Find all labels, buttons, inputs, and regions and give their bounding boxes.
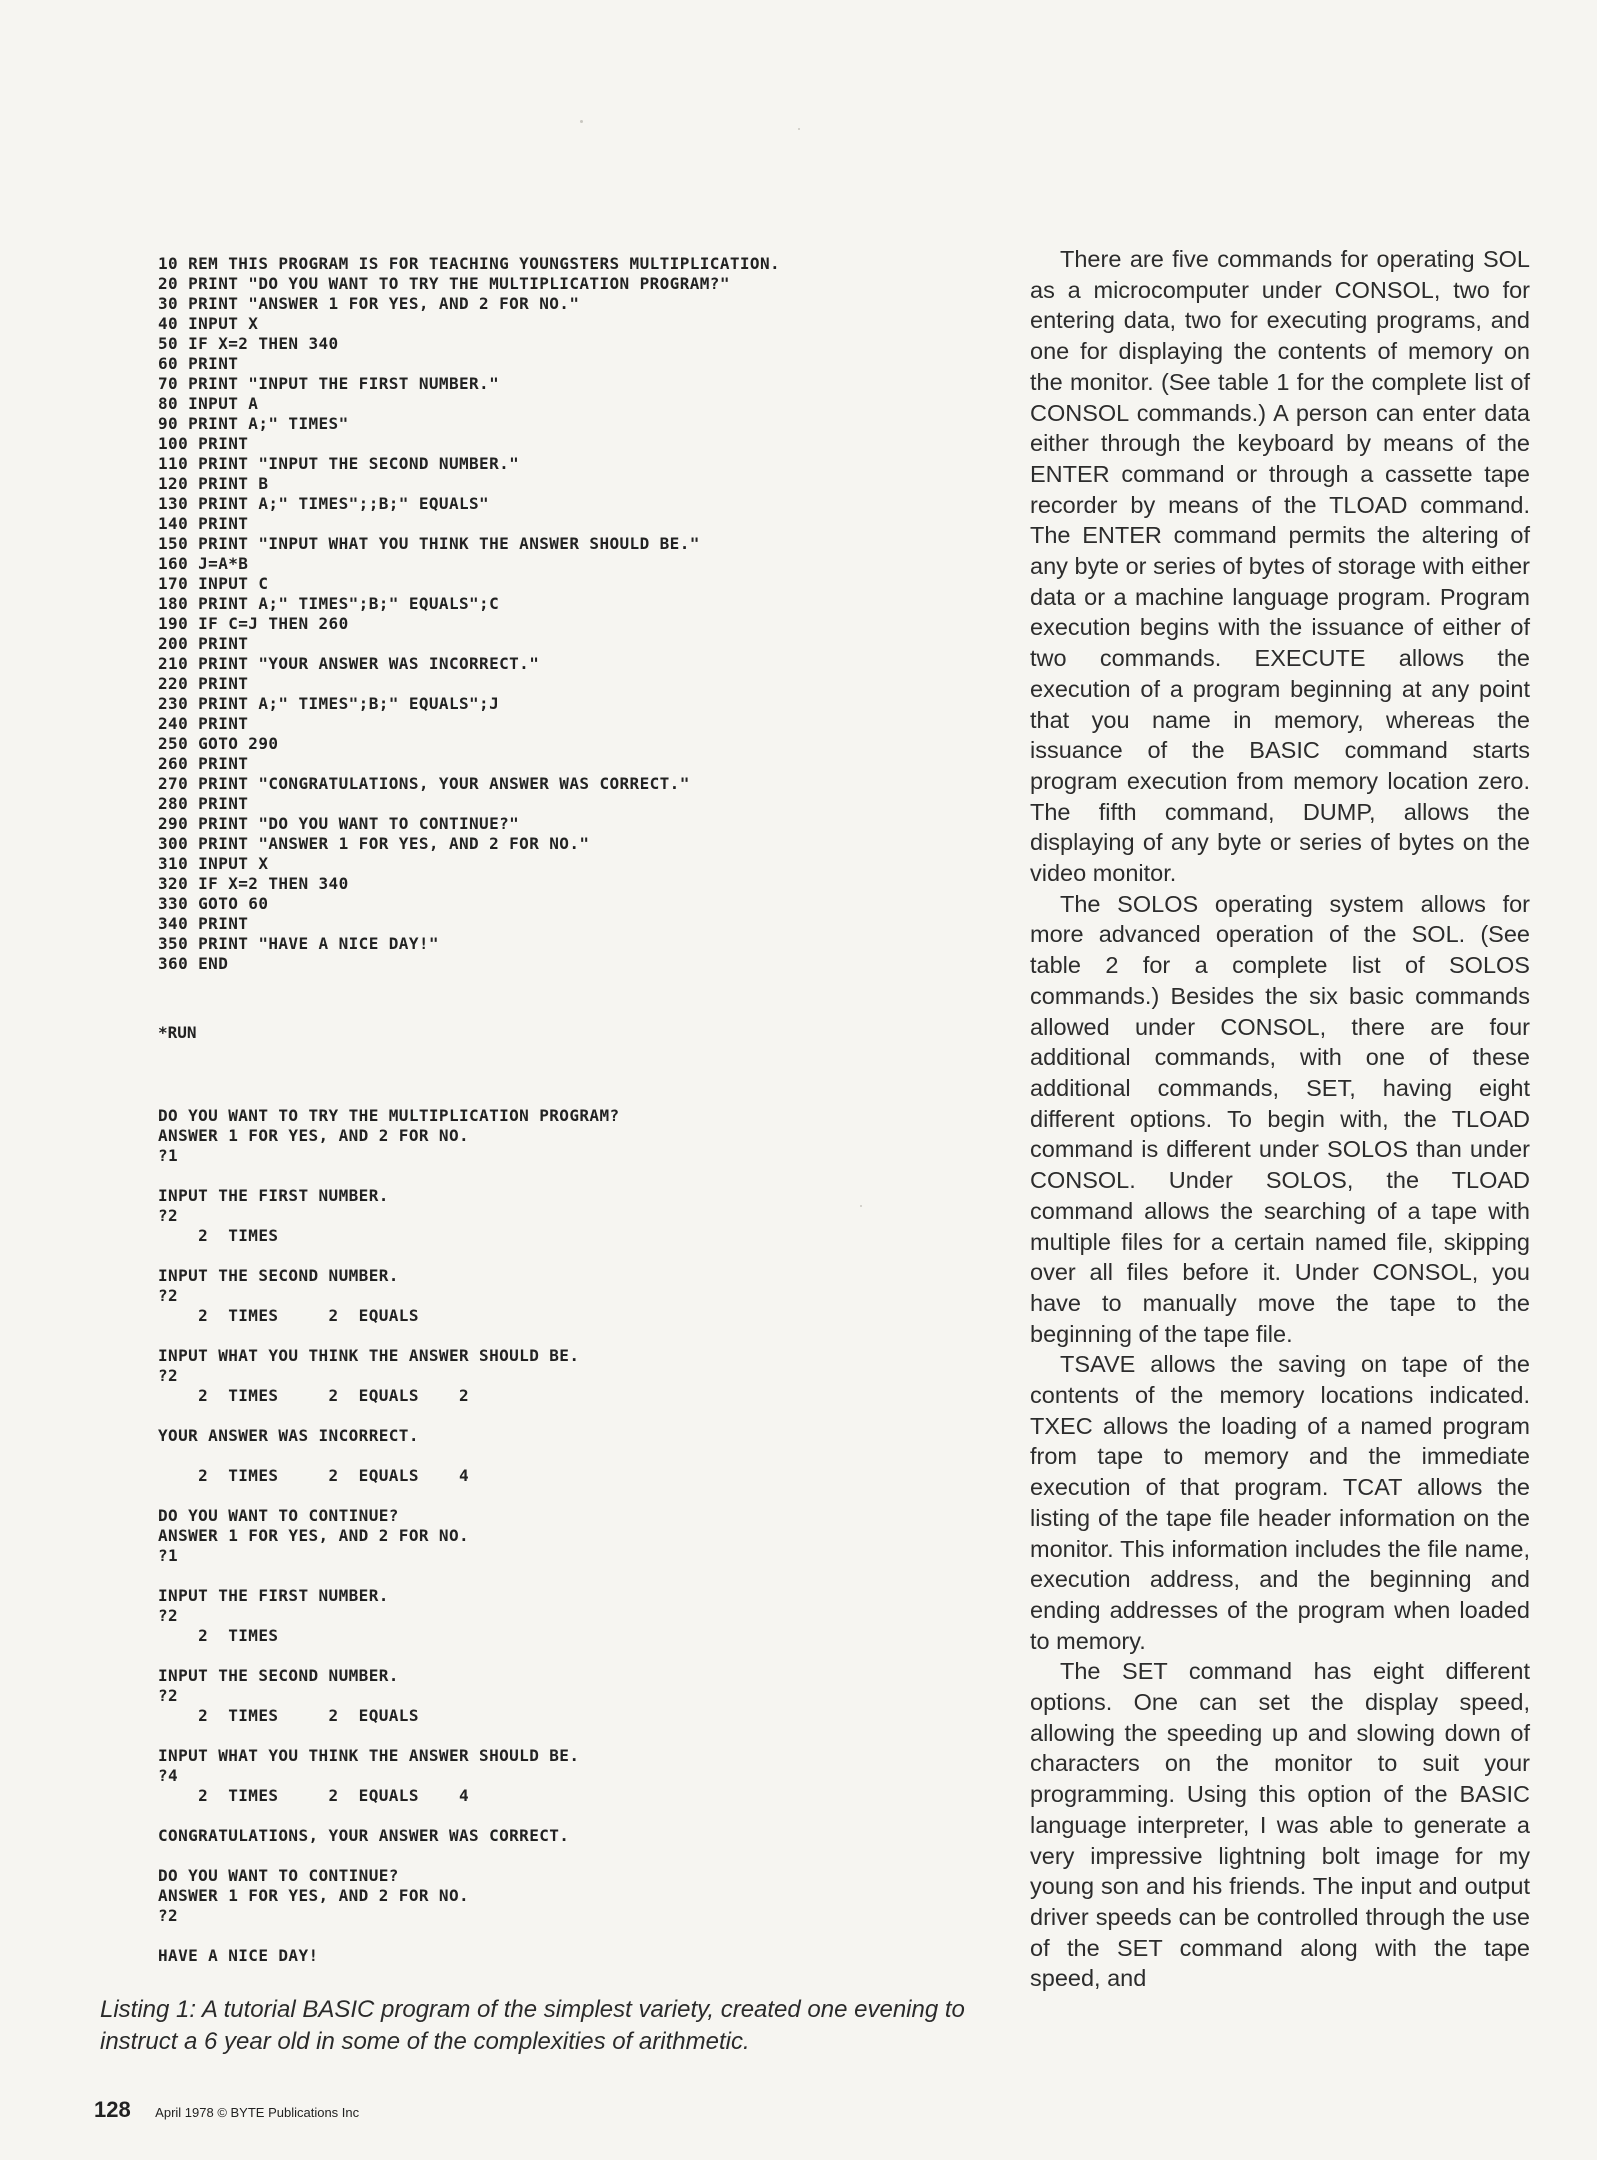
body-paragraph: There are five commands for operating SOL as a microcomputer under CONSOL, two for entering data, two for executing programs, and one for displaying the contents of memory on the monitor. (See table 1 for the complete list of CONSOL commands.) A person can enter data either through the keyboard by means of the ENTER command or through a cassette tape recorder by means of the TLOAD command. The ENTER command permits the altering of any byte or series of bytes of storage with either data or a machine language program. Program execution begins with the issuance of either of two commands. EXECUTE allows the execution of a program beginning at any point that you name in memory, whereas the issuance of the BASIC command starts program execution from memory location zero. The fifth command, DUMP, allows the displaying of any byte or series of bytes on the video monitor. — [1030, 246, 1530, 887]
body-paragraph: The SET command has eight different options. One can set the display speed, allowing the speeding up and slowing down of characters on the monitor to suit your programming. Using this option of the BASIC language interpreter, I was able to generate a very impressive lightning bolt image for my young son and his friends. The input and output driver speeds can be controlled through the use of the SET command along with the tape speed, and — [1030, 1658, 1530, 1992]
code-line: INPUT WHAT YOU THINK THE ANSWER SHOULD BE. — [158, 1746, 580, 1765]
code-line: INPUT WHAT YOU THINK THE ANSWER SHOULD BE. — [158, 1346, 580, 1365]
code-line: 140 PRINT — [158, 514, 249, 533]
code-line: 360 END — [158, 954, 229, 973]
code-line: 50 IF X=2 THEN 340 — [158, 334, 339, 353]
code-line: 2 TIMES — [158, 1226, 279, 1245]
code-line: ANSWER 1 FOR YES, AND 2 FOR NO. — [158, 1126, 470, 1145]
code-line: ?2 — [158, 1686, 179, 1705]
code-line: 10 REM THIS PROGRAM IS FOR TEACHING YOUNGSTERS MULTIPLICATION. — [158, 254, 781, 273]
code-line: INPUT THE FIRST NUMBER. — [158, 1586, 389, 1605]
code-line — [158, 1166, 998, 1186]
code-line: 260 PRINT — [158, 754, 249, 773]
code-line — [158, 1726, 998, 1746]
code-line: 130 PRINT A;" TIMES";;B;" EQUALS" — [158, 494, 490, 513]
code-line: 2 TIMES — [158, 1626, 279, 1645]
program-output — [158, 1106, 998, 1966]
code-line: 160 J=A*B — [158, 554, 249, 573]
body-paragraph: The SOLOS operating system allows for more advanced operation of the SOL. (See table 2 for a complete list of SOLOS commands.) Besides the six basic commands allowed under CONSOL, there are four additional commands, with one of these additional commands, SET, having eight different options. To begin with, the TLOAD command is different under SOLOS than under CONSOL. Under SOLOS, the TLOAD command allows the searching of a tape with multiple files for a certain named file, skipping over all files before it. Under CONSOL, you have to manually move the tape to the beginning of the tape file. — [1030, 890, 1530, 1347]
code-line — [158, 1486, 998, 1506]
code-line: 270 PRINT "CONGRATULATIONS, YOUR ANSWER WAS CORRECT." — [158, 774, 690, 793]
code-line: ?2 — [158, 1286, 179, 1305]
code-line: ?2 — [158, 1906, 179, 1925]
code-line: 150 PRINT "INPUT WHAT YOU THINK THE ANSWER SHOULD BE." — [158, 534, 700, 553]
code-line — [158, 1926, 998, 1946]
code-line: DO YOU WANT TO CONTINUE? — [158, 1866, 399, 1885]
code-line: 250 GOTO 290 — [158, 734, 279, 753]
code-line: ?1 — [158, 1546, 179, 1565]
code-line: 320 IF X=2 THEN 340 — [158, 874, 349, 893]
code-line — [158, 1446, 998, 1466]
code-line: INPUT THE FIRST NUMBER. — [158, 1186, 389, 1205]
code-line: 230 PRINT A;" TIMES";B;" EQUALS";J — [158, 694, 500, 713]
code-line: CONGRATULATIONS, YOUR ANSWER WAS CORRECT. — [158, 1826, 570, 1845]
scan-speck — [580, 120, 583, 123]
code-line: 2 TIMES 2 EQUALS — [158, 1706, 419, 1725]
page-footer — [94, 2097, 359, 2123]
code-line: 60 PRINT — [158, 354, 239, 373]
code-line — [158, 1326, 998, 1346]
code-line: 20 PRINT "DO YOU WANT TO TRY THE MULTIPLICATION PROGRAM?" — [158, 274, 730, 293]
code-line — [158, 1646, 998, 1666]
code-line: 280 PRINT — [158, 794, 249, 813]
code-line: ANSWER 1 FOR YES, AND 2 FOR NO. — [158, 1886, 470, 1905]
code-line: ANSWER 1 FOR YES, AND 2 FOR NO. — [158, 1526, 470, 1545]
code-line — [158, 1846, 998, 1866]
code-line: 170 INPUT C — [158, 574, 269, 593]
code-line: 80 INPUT A — [158, 394, 259, 413]
code-line: 30 PRINT "ANSWER 1 FOR YES, AND 2 FOR NO." — [158, 294, 580, 313]
code-line: 310 INPUT X — [158, 854, 269, 873]
code-line — [158, 1806, 998, 1826]
code-line: 220 PRINT — [158, 674, 249, 693]
code-line: 240 PRINT — [158, 714, 249, 733]
code-line: 180 PRINT A;" TIMES";B;" EQUALS";C — [158, 594, 500, 613]
code-line: 330 GOTO 60 — [158, 894, 269, 913]
code-line: ?1 — [158, 1146, 179, 1165]
code-line: DO YOU WANT TO TRY THE MULTIPLICATION PROGRAM? — [158, 1106, 620, 1125]
code-line: 200 PRINT — [158, 634, 249, 653]
code-line — [158, 1246, 998, 1266]
code-line: 90 PRINT A;" TIMES" — [158, 414, 349, 433]
code-line: 340 PRINT — [158, 914, 249, 933]
code-line: 2 TIMES 2 EQUALS 4 — [158, 1466, 470, 1485]
code-line: HAVE A NICE DAY! — [158, 1946, 319, 1965]
code-line: 120 PRINT B — [158, 474, 269, 493]
program-listing — [158, 254, 998, 974]
code-line: 2 TIMES 2 EQUALS — [158, 1306, 419, 1325]
code-line: 110 PRINT "INPUT THE SECOND NUMBER." — [158, 454, 520, 473]
code-line: ?2 — [158, 1606, 179, 1625]
code-line: 350 PRINT "HAVE A NICE DAY!" — [158, 934, 439, 953]
code-line: YOUR ANSWER WAS INCORRECT. — [158, 1426, 419, 1445]
code-line: 290 PRINT "DO YOU WANT TO CONTINUE?" — [158, 814, 520, 833]
code-line — [158, 1406, 998, 1426]
listing-caption: Listing 1: A tutorial BASIC program of the simplest variety, created one evening to instruct a 6 year old in some of the complexities of arithmetic. — [100, 1996, 965, 2055]
code-line: 70 PRINT "INPUT THE FIRST NUMBER." — [158, 374, 500, 393]
code-line: 210 PRINT "YOUR ANSWER WAS INCORRECT." — [158, 654, 540, 673]
code-line: ?4 — [158, 1766, 179, 1785]
code-line: 190 IF C=J THEN 260 — [158, 614, 349, 633]
publication-line: April 1978 © BYTE Publications Inc — [155, 2105, 360, 2120]
code-line: 300 PRINT "ANSWER 1 FOR YES, AND 2 FOR NO." — [158, 834, 590, 853]
code-line: INPUT THE SECOND NUMBER. — [158, 1266, 399, 1285]
body-paragraph: TSAVE allows the saving on tape of the contents of the memory locations indicated. TXEC allows the loading of a named program from tape to memory and the immediate execution of that program. TCAT allows the listing of the tape file header information on the monitor. This information includes the file name, execution address, and the beginning and ending addresses of the program when loaded to memory. — [1030, 1351, 1530, 1654]
code-line: INPUT THE SECOND NUMBER. — [158, 1666, 399, 1685]
scan-speck — [798, 128, 800, 130]
code-line: DO YOU WANT TO CONTINUE? — [158, 1506, 399, 1525]
run-command: *RUN — [158, 1023, 197, 1042]
code-line: 2 TIMES 2 EQUALS 2 — [158, 1386, 470, 1405]
code-line: 2 TIMES 2 EQUALS 4 — [158, 1786, 470, 1805]
code-line: 100 PRINT — [158, 434, 249, 453]
code-line: ?2 — [158, 1206, 179, 1225]
code-line: 40 INPUT X — [158, 314, 259, 333]
code-line — [158, 1566, 998, 1586]
code-line: ?2 — [158, 1366, 179, 1385]
article-body — [1030, 244, 1530, 1994]
page-number: 128 — [94, 2097, 131, 2122]
